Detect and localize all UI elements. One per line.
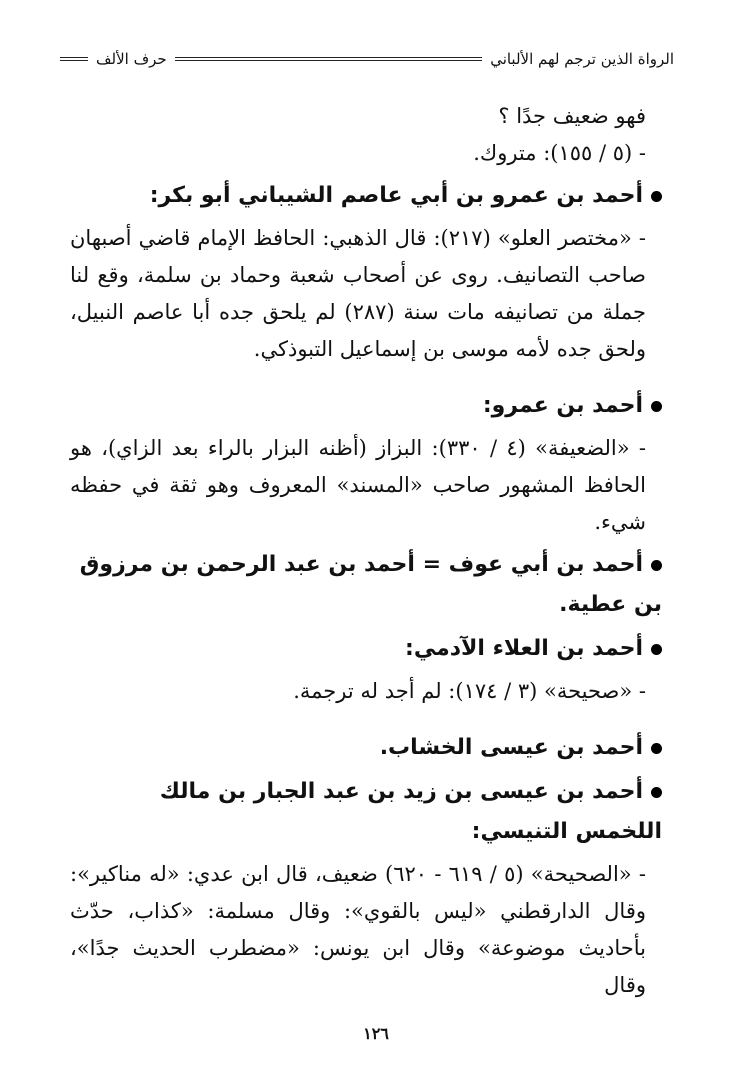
bullet-icon — [651, 787, 662, 798]
header-rule-short — [60, 57, 88, 61]
text-paragraph: - «مختصر العلو» (٢١٧): قال الذهبي: الحافظ الإمام قاضي أصبهان صاحب التصانيف. روى عن أصحاب شعبة وحماد بن سلمة، وقع لنا جملة من تصانيفه مات سنة (٢٨٧) لم يلحق جده أبا عاصم النبيل، ولحق جده لأمه موسى بن إسماعيل التبوذكي. — [70, 226, 646, 361]
narrator-entry — [70, 728, 662, 768]
entry-heading: أحمد بن عمرو بن أبي عاصم الشيباني أبو بكر: — [149, 183, 643, 208]
text-line: - (٥ / ١٥٥): متروك. — [473, 141, 646, 165]
entry-heading: أحمد بن عيسى بن زيد بن عبد الجبار بن مالك اللخمس التنيسي: — [159, 779, 662, 844]
bullet-icon — [651, 743, 662, 754]
text-line: - «صحيحة» (٣ / ١٧٤): لم أجد له ترجمة. — [293, 679, 646, 703]
bullet-icon — [651, 644, 662, 655]
header-rule — [175, 57, 483, 61]
running-header — [60, 44, 674, 74]
text-line: فهو ضعيف جدًا ؟ — [498, 104, 646, 128]
header-title: الرواة الذين ترجم لهم الألباني — [490, 50, 674, 68]
narrator-entry — [70, 772, 662, 852]
narrator-entry — [70, 545, 662, 625]
header-section: حرف الألف — [96, 50, 167, 68]
bullet-icon — [651, 560, 662, 571]
narrator-entry — [70, 176, 662, 216]
narrator-entry — [70, 386, 662, 426]
page-number: ١٢٦ — [363, 1024, 389, 1043]
entry-heading: أحمد بن العلاء الآدمي: — [405, 636, 643, 661]
text-paragraph: - «الضعيفة» (٤ / ٣٣٠): البزاز (أظنه البزار بالراء بعد الزاي)، هو الحافظ المشهور صاحب «المسند» المعروف وهو ثقة في حفظه شيء. — [70, 436, 646, 534]
page-body — [70, 98, 662, 1004]
entry-heading: أحمد بن أبي عوف = أحمد بن عبد الرحمن بن مرزوق بن عطية. — [79, 552, 662, 617]
narrator-entry — [70, 629, 662, 669]
text-paragraph: - «الصحيحة» (٥ / ٦١٩ - ٦٢٠) ضعيف، قال ابن عدي: «له مناكير»: وقال الدارقطني «ليس بالقوي»: وقال مسلمة: «كذاب، حدّث بأحاديث موضوعة» وقال ابن يونس: «مضطرب الحديث جدًا»، وقال — [70, 862, 646, 997]
entry-heading: أحمد بن عيسى الخشاب. — [379, 735, 643, 760]
entry-heading: أحمد بن عمرو: — [482, 393, 643, 418]
bullet-icon — [651, 191, 662, 202]
bullet-icon — [651, 401, 662, 412]
